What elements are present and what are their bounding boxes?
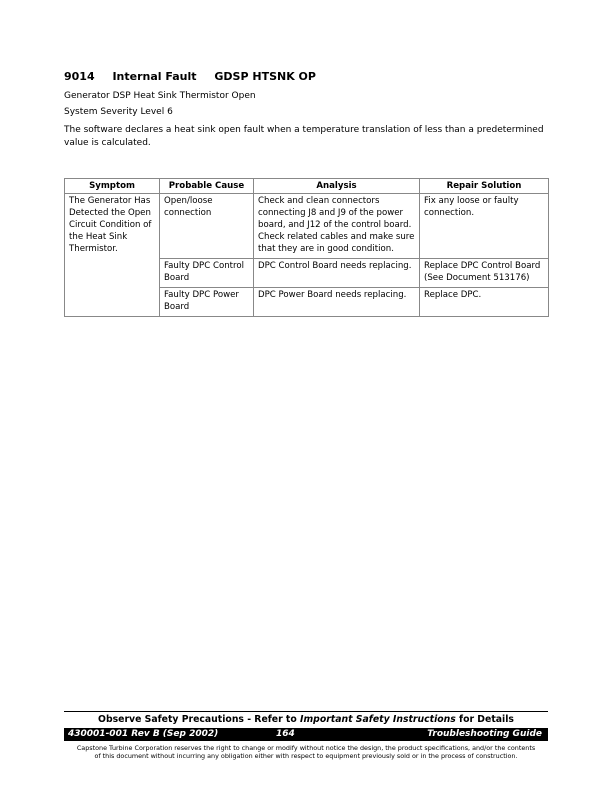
footer-divider — [64, 711, 548, 712]
safety-prefix: Observe Safety Precautions - Refer to — [98, 714, 301, 725]
symptom-cell: The Generator Has Detected the Open Circuit Condition of the Heat Sink Thermistor. — [65, 194, 160, 317]
cause-cell: Faulty DPC Power Board — [160, 288, 254, 317]
cause-cell: Faulty DPC Control Board — [160, 259, 254, 288]
fault-heading — [64, 70, 330, 83]
header-symptom: Symptom — [65, 179, 160, 194]
safety-suffix: for Details — [455, 714, 514, 725]
footer-bar — [64, 728, 548, 741]
analysis-cell: Check and clean connectors connecting J8 and J9 of the power board, and J12 of the control board. Check related cables and make sure that they are in good condition. — [254, 194, 420, 259]
cause-cell: Open/loose connection — [160, 194, 254, 259]
fault-name: GDSP HTSNK OP — [214, 70, 316, 83]
solution-cell: Replace DPC Control Board (See Document 513176) — [420, 259, 549, 288]
header-analysis: Analysis — [254, 179, 420, 194]
header-repair-solution: Repair Solution — [420, 179, 549, 194]
severity-line: System Severity Level 6 — [64, 107, 173, 117]
safety-notice — [64, 714, 548, 725]
fault-code: 9014 — [64, 70, 95, 83]
fault-description: The software declares a heat sink open fault when a temperature translation of less than a predetermined value is calculated. — [64, 125, 544, 148]
analysis-cell: DPC Power Board needs replacing. — [254, 288, 420, 317]
fault-title-line: Generator DSP Heat Sink Thermistor Open — [64, 91, 256, 101]
disclaimer — [64, 744, 548, 760]
disclaimer-line-1: Capstone Turbine Corporation reserves the right to change or modify without notice the design, the product specifications, and/or the contents — [76, 744, 536, 752]
guide-title: Troubleshooting Guide — [427, 729, 542, 739]
fault-type: Internal Fault — [112, 70, 197, 83]
solution-cell: Replace DPC. — [420, 288, 549, 317]
table-header-row — [65, 179, 549, 194]
troubleshooting-table — [64, 178, 549, 317]
disclaimer-line-2: of this document without incurring any obligation either with respect to equipment previously sold or in the process of construction. — [94, 752, 518, 760]
safety-link-text: Important Safety Instructions — [300, 714, 456, 725]
page-number: 164 — [276, 729, 295, 739]
header-probable-cause: Probable Cause — [160, 179, 254, 194]
analysis-cell: DPC Control Board needs replacing. — [254, 259, 420, 288]
table-row — [65, 194, 549, 259]
solution-cell: Fix any loose or faulty connection. — [420, 194, 549, 259]
document-number: 430001-001 Rev B (Sep 2002) — [68, 729, 219, 739]
